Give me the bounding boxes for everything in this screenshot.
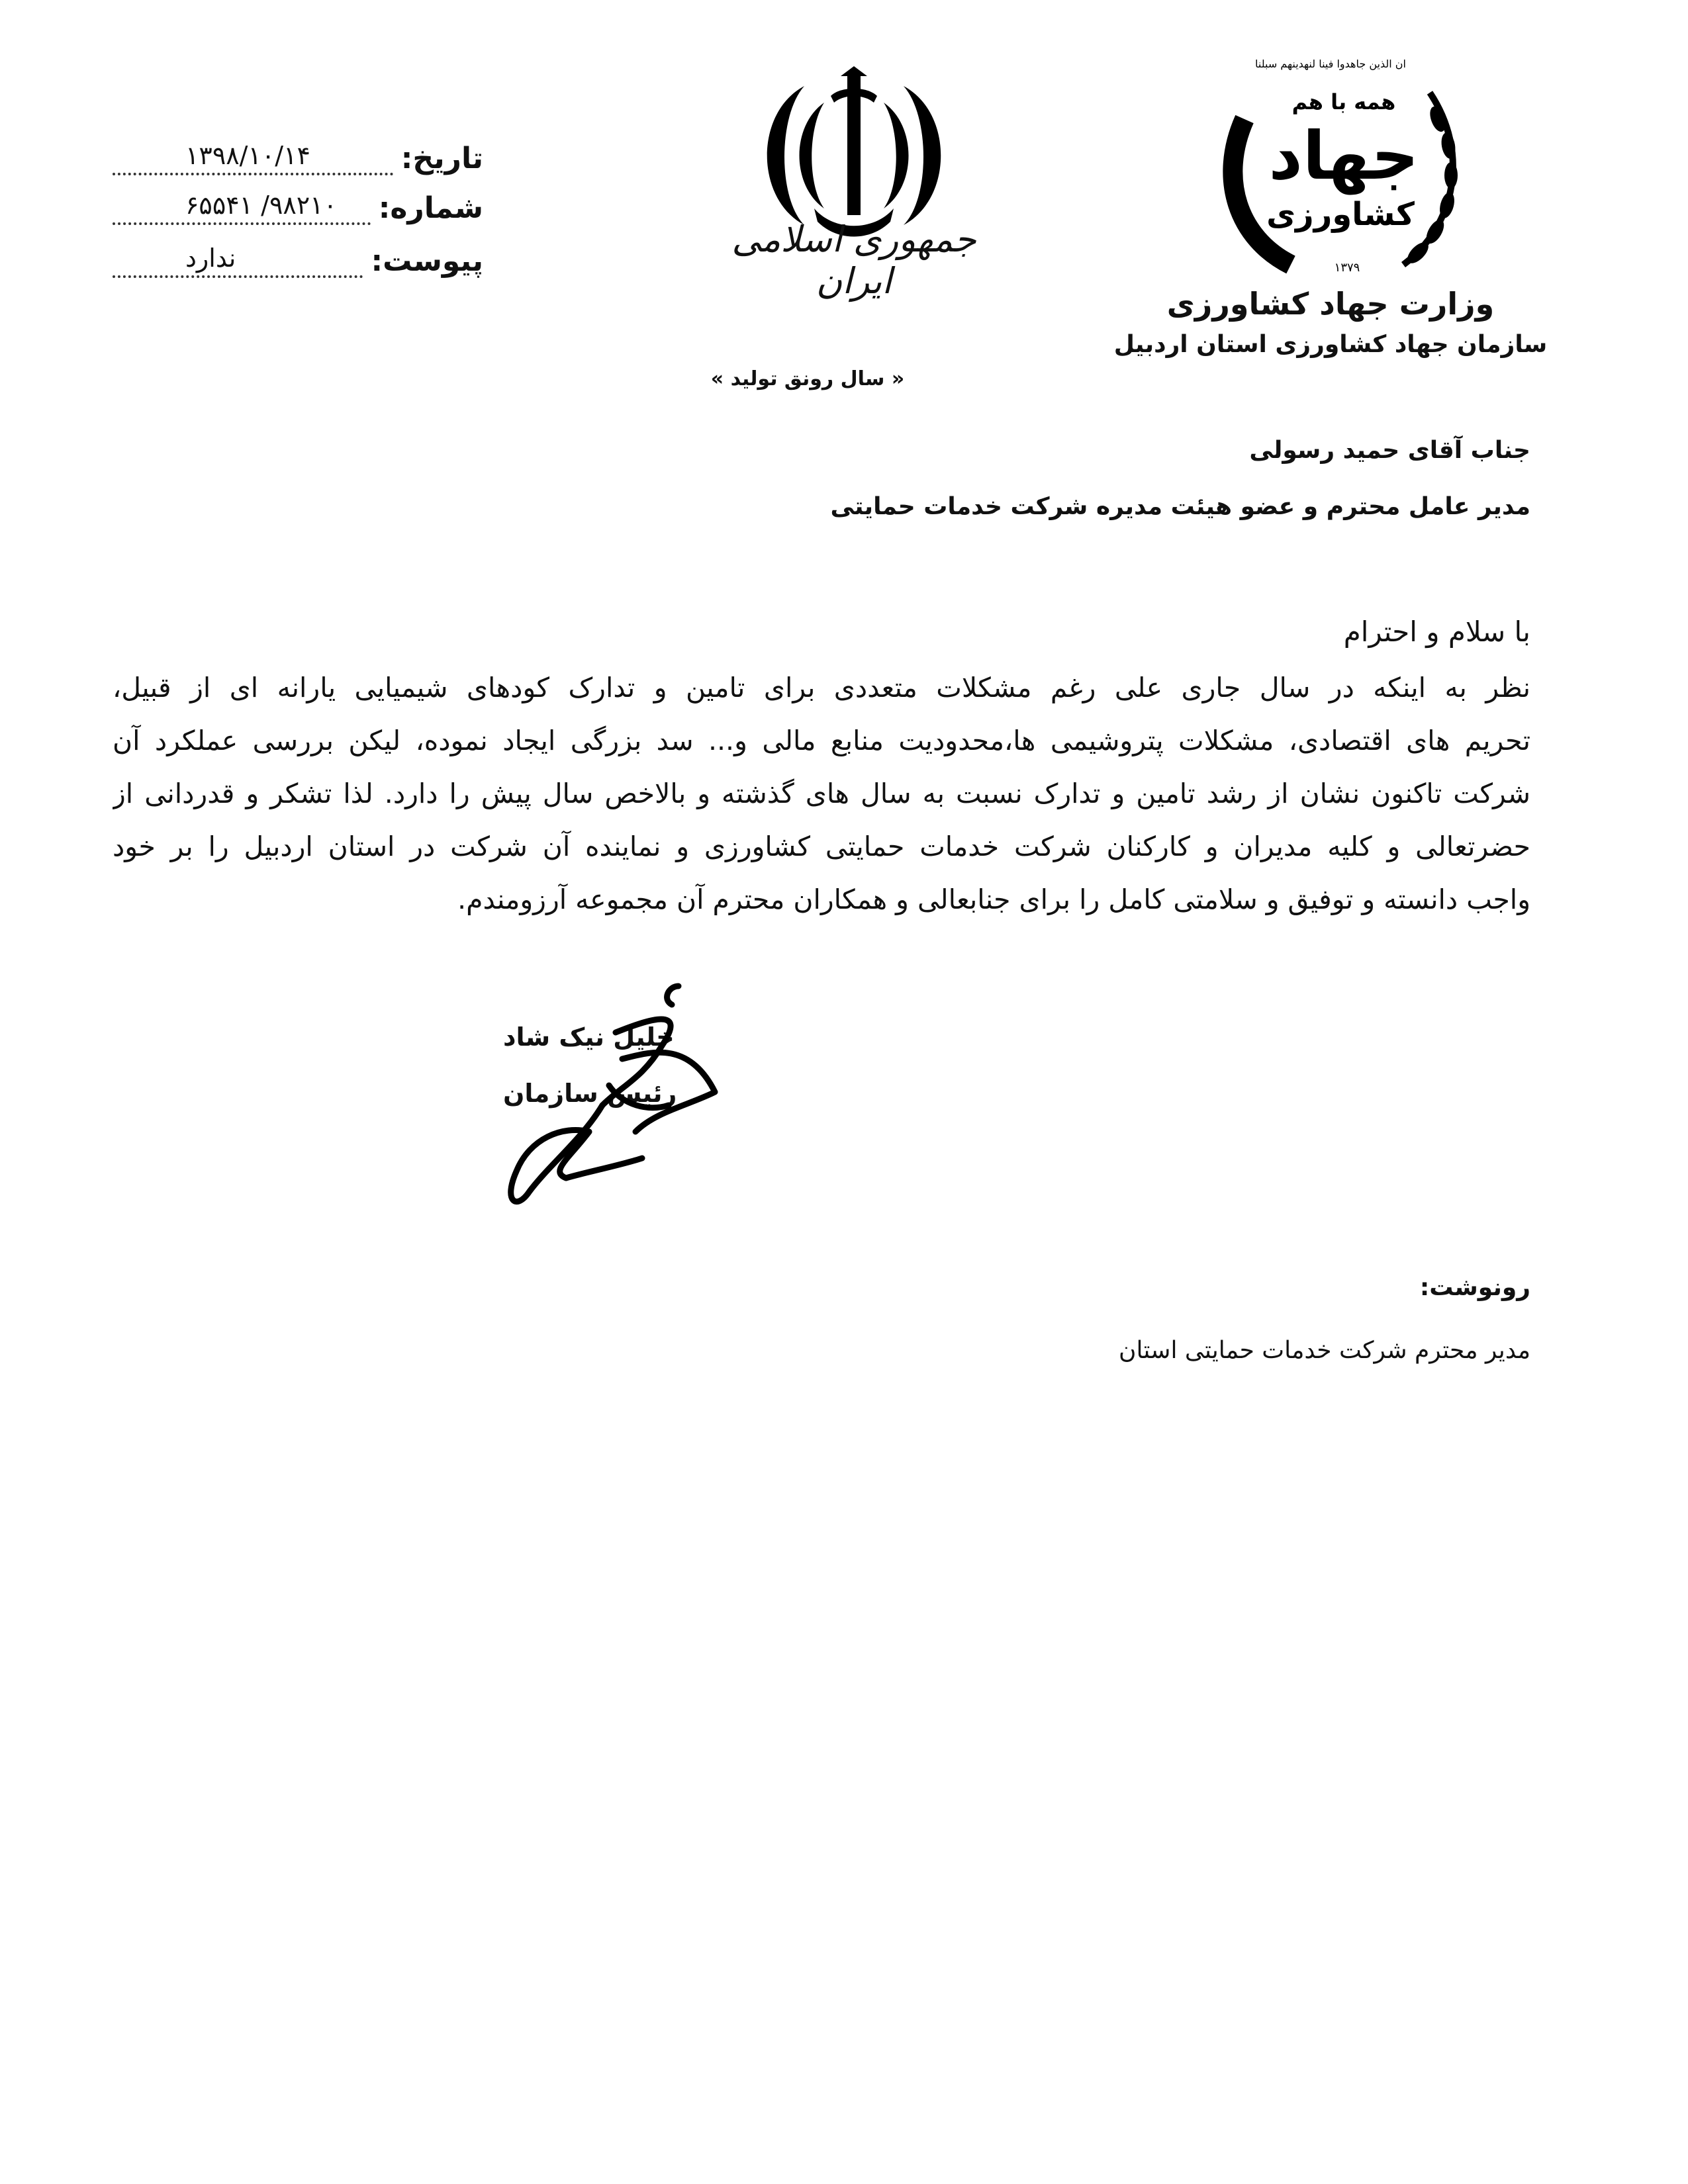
body-line: حضرتعالی و کلیه مدیران و کارکنان شرکت خدمات حمایتی کشاورزی و نماینده آن شرکت در استان اردبیل را بر خود	[113, 831, 1530, 862]
logo-arc-text: ان الذین جاهدوا فینا لنهدینهم سبلنا	[1255, 58, 1406, 70]
recipient-title: مدیر عامل محترم و عضو هیئت مدیره شرکت خدمات حمایتی	[830, 493, 1530, 520]
organization-name: سازمان جهاد کشاورزی استان اردبیل	[1113, 331, 1548, 358]
logo-year: ۱۳۷۹	[1334, 261, 1360, 275]
date-value: ۱۳۹۸/۱۰/۱۴	[113, 141, 393, 175]
recipient-name: جناب آقای حمید رسولی	[1249, 437, 1530, 464]
logo-text-main: جهاد	[1268, 117, 1419, 195]
number-row	[113, 179, 483, 225]
greeting: با سلام و احترام	[1343, 615, 1530, 648]
date-row	[113, 129, 483, 175]
logo-text-top: همه با هم	[1291, 89, 1396, 114]
emblem-caption: جمهوری اسلامی ایران	[731, 218, 976, 302]
attachment-label: پیوست:	[371, 244, 483, 278]
date-label: تاریخ:	[400, 142, 483, 175]
body-line: واجب دانسته و توفیق و سلامتی کامل را برای جنابعالی و همکاران محترم آن مجموعه آرزومندم.	[457, 884, 1530, 915]
logo-text-sub: کشاورزی	[1266, 196, 1415, 233]
signer-name: خلیل نیک شاد	[503, 1023, 675, 1052]
number-label: شماره:	[378, 191, 483, 225]
ministry-name: وزارت جهاد کشاورزی	[1166, 286, 1495, 322]
cc-label: رونوشت:	[1419, 1274, 1530, 1301]
cc-item: مدیر محترم شرکت خدمات حمایتی استان	[1119, 1337, 1530, 1364]
body-line: شرکت تاکنون نشان از رشد تامین و تدارک نسبت به سال های گذشته و بالاخص سال پیش را دارد. لذا تشکر و قدردانی از	[113, 778, 1530, 809]
handwritten-signature	[450, 973, 728, 1224]
body-line: نظر به اینکه در سال جاری علی رغم مشکلات متعددی برای تامین و تدارک کودهای شیمیایی یارانه ای از قبیل،	[113, 672, 1530, 704]
attachment-row	[113, 232, 483, 278]
attachment-value: ندارد	[113, 244, 363, 278]
signer-title: رئیس سازمان	[503, 1079, 677, 1108]
year-slogan: « سال رونق تولید »	[710, 367, 905, 390]
jahad-logo-icon	[1192, 46, 1470, 298]
body-line: تحریم های اقتصادی، مشکلات پتروشیمی ها،محدودیت منابع مالی و... سد بزرگی ایجاد نموده، لیکن بررسی عملکرد آن	[113, 725, 1530, 756]
number-value: ۹۸۲۱۰/ ۶۵۵۴۱	[113, 191, 371, 225]
